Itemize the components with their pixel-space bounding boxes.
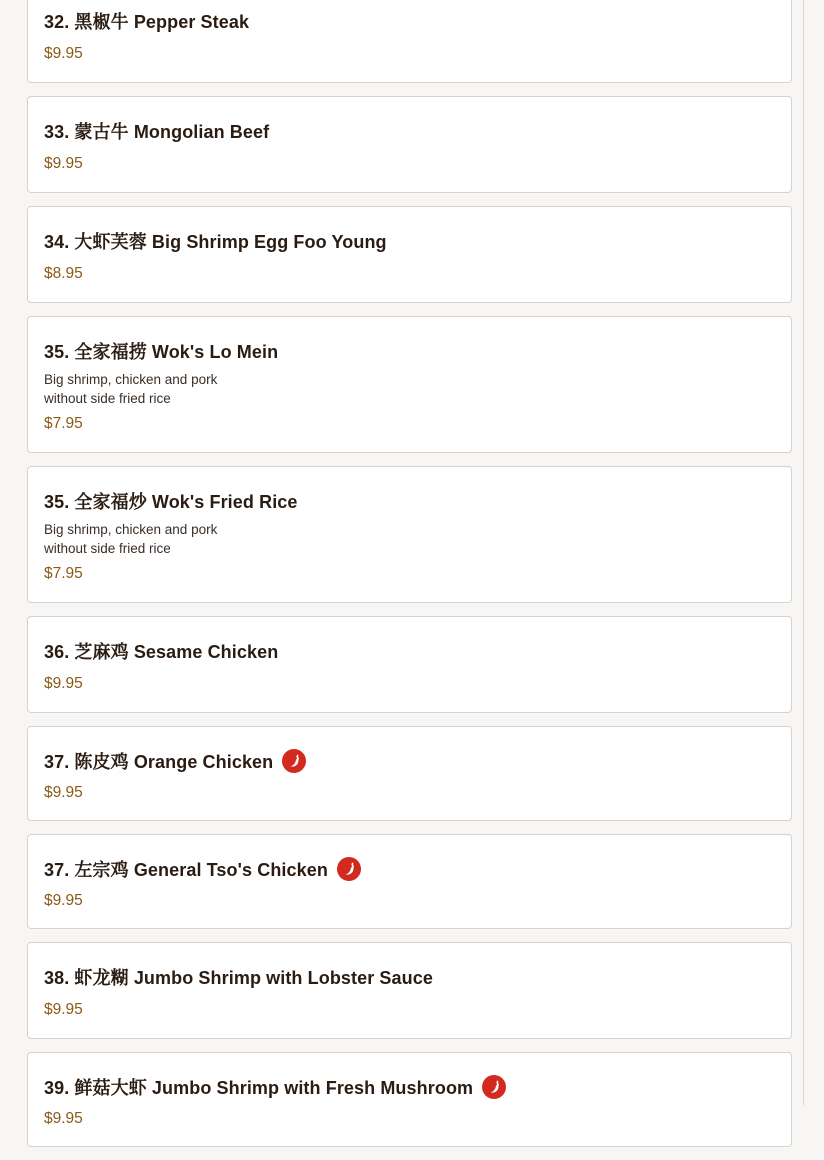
item-description: Big shrimp, chicken and pork without side fried rice [44, 372, 218, 406]
menu-item-card[interactable] [27, 0, 792, 83]
menu-item-card[interactable] [27, 466, 792, 603]
menu-item-card[interactable] [27, 834, 792, 929]
item-title: 37. 左宗鸡 General Tso's Chicken [44, 860, 328, 880]
item-title: 34. 大虾芙蓉 Big Shrimp Egg Foo Young [44, 232, 387, 252]
item-title: 35. 全家福捞 Wok's Lo Mein [44, 342, 279, 362]
item-title: 37. 陈皮鸡 Orange Chicken [44, 752, 274, 772]
item-price: $9.95 [44, 1110, 83, 1127]
scroll-rail [803, 0, 804, 1105]
item-price: $7.95 [44, 565, 83, 582]
menu-item-card[interactable] [27, 316, 792, 453]
item-price: $9.95 [44, 1001, 83, 1018]
item-price: $9.95 [44, 675, 83, 692]
item-description: Big shrimp, chicken and pork without side fried rice [44, 522, 218, 556]
item-price: $8.95 [44, 265, 83, 282]
menu-item-card[interactable] [27, 726, 792, 821]
item-title: 32. 黑椒牛 Pepper Steak [44, 12, 250, 32]
chili-pepper-icon [282, 749, 306, 773]
item-title: 39. 鲜菇大虾 Jumbo Shrimp with Fresh Mushroom [44, 1078, 474, 1098]
item-price: $9.95 [44, 892, 83, 909]
menu-item-card[interactable] [27, 96, 792, 193]
chili-pepper-icon [337, 857, 361, 881]
item-title: 35. 全家福炒 Wok's Fried Rice [44, 492, 298, 512]
menu-item-card[interactable] [27, 616, 792, 713]
menu-item-card[interactable] [27, 1052, 792, 1147]
menu-item-card[interactable] [27, 206, 792, 303]
item-price: $9.95 [44, 45, 83, 62]
item-title: 38. 虾龙糊 Jumbo Shrimp with Lobster Sauce [44, 968, 433, 988]
item-price: $7.95 [44, 415, 83, 432]
menu-item-card[interactable] [27, 942, 792, 1039]
item-title: 33. 蒙古牛 Mongolian Beef [44, 122, 270, 142]
item-price: $9.95 [44, 784, 83, 801]
item-price: $9.95 [44, 155, 83, 172]
chili-pepper-icon [482, 1075, 506, 1099]
menu-list [27, 0, 792, 1160]
item-title: 36. 芝麻鸡 Sesame Chicken [44, 642, 279, 662]
